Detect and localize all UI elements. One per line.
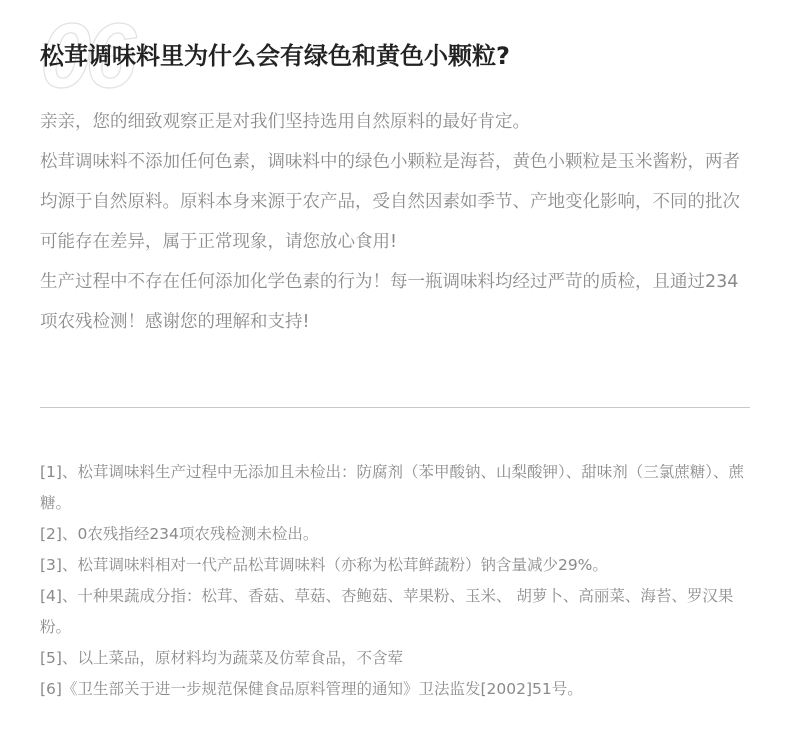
footnotes: [40, 457, 752, 705]
page-title: 松茸调味料里为什么会有绿色和黄色小颗粒?: [40, 42, 510, 70]
footnote-item: [1]、松茸调味料生产过程中无添加且未检出：防腐剂（苯甲酸钠、山梨酸钾）、甜味剂（三氯蔗糖）、蔗糖。: [40, 463, 744, 512]
answer-paragraph: 生产过程中不存在任何添加化学色素的行为！每一瓶调味料均经过严苛的质检，且通过234项农残检测！感谢您的理解和支持!: [40, 272, 739, 332]
footnote-item: [3]、松茸调味料相对一代产品松茸调味料（亦称为松茸鲜蔬粉）钠含量减少29%。: [40, 556, 608, 574]
answer-paragraph: 亲亲，您的细致观察正是对我们坚持选用自然原料的最好肯定。: [40, 112, 530, 132]
footnote-item: [4]、十种果蔬成分指：松茸、香菇、草菇、杏鲍菇、苹果粉、玉米、 胡萝卜、高丽菜、海苔、罗汉果粉。: [40, 587, 734, 636]
footnote-item: [6]《卫生部关于进一步规范保健食品原料管理的通知》卫法监发[2002]51号。: [40, 680, 583, 698]
answer-paragraph: 松茸调味料不添加任何色素，调味料中的绿色小颗粒是海苔，黄色小颗粒是玉米酱粉，两者均源于自然原料。原料本身来源于农产品，受自然因素如季节、产地变化影响，不同的批次可能存在差异，属于正常现象，请您放心食用!: [40, 152, 740, 252]
footnote-item: [2]、0农残指经234项农残检测未检出。: [40, 525, 319, 543]
section-number-watermark: 06: [40, 5, 131, 107]
footnote-item: [5]、以上菜品，原材料均为蔬菜及仿荤食品，不含荤: [40, 649, 403, 667]
divider: [40, 407, 750, 408]
answer-body: [40, 102, 752, 342]
